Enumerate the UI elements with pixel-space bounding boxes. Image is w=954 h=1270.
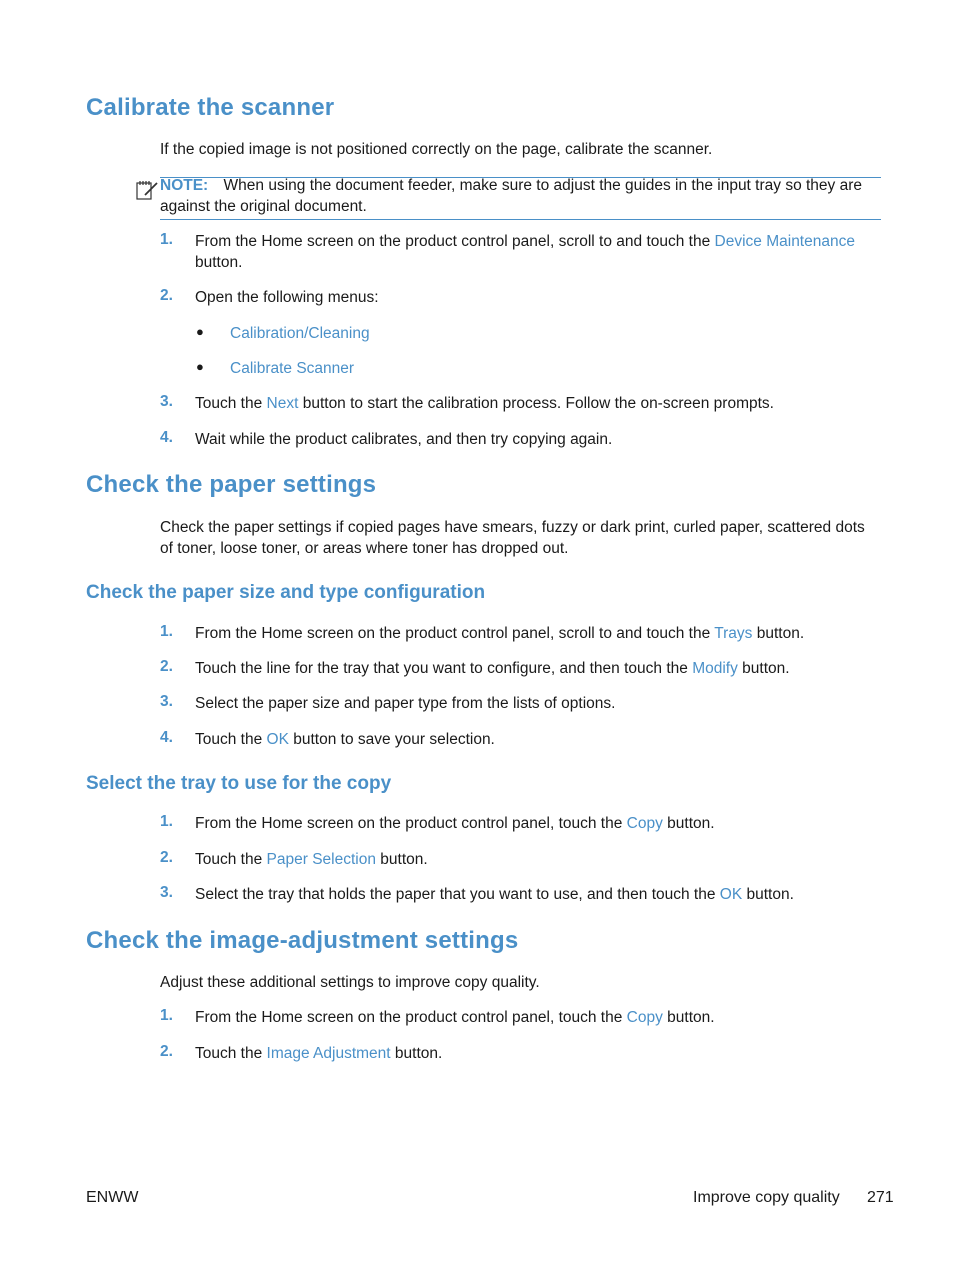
step-number: 3. xyxy=(160,884,173,901)
image-intro: Adjust these additional settings to improve copy quality. xyxy=(160,974,540,991)
paper-intro-1: Check the paper settings if copied pages have smears, fuzzy or dark print, curled paper, scattered dots xyxy=(160,519,865,536)
step-text: button. xyxy=(662,1009,715,1026)
section-title-calibrate: Calibrate the scanner xyxy=(86,94,335,121)
menu-calibrate-scanner: Calibrate Scanner xyxy=(230,360,355,377)
step-text: button. xyxy=(375,851,428,868)
bullet-icon: ● xyxy=(196,324,204,339)
step-text: Select the tray that holds the paper that you want to use, and then touch the xyxy=(195,886,720,903)
step-number: 1. xyxy=(160,1007,173,1024)
step-text: From the Home screen on the product control panel, scroll to and touch the xyxy=(195,625,715,642)
image-adjustment-button-ref: Image Adjustment xyxy=(266,1045,391,1062)
step-text: Touch the xyxy=(195,1045,267,1062)
paper-intro-2: of toner, loose toner, or areas where toner has dropped out. xyxy=(160,540,569,557)
step-text: button. xyxy=(662,815,715,832)
step-text: Touch the xyxy=(195,851,267,868)
ok-button-ref: OK xyxy=(266,731,289,748)
menu-calibration-cleaning: Calibration/Cleaning xyxy=(230,325,370,342)
calibrate-step-2: Open the following menus: xyxy=(195,289,379,306)
step-number: 3. xyxy=(160,693,173,710)
modify-button-ref: Modify xyxy=(692,660,738,677)
size-step-4 xyxy=(195,729,495,750)
step-text: button. xyxy=(737,660,790,677)
step-text: button. xyxy=(390,1045,443,1062)
section-title-image: Check the image-adjustment settings xyxy=(86,927,519,954)
step-number: 2. xyxy=(160,849,173,866)
tray-step-3 xyxy=(195,884,794,905)
step-number: 2. xyxy=(160,658,173,675)
page-number: 271 xyxy=(867,1189,894,1206)
tray-step-2 xyxy=(195,849,428,870)
copy-button-ref: Copy xyxy=(626,815,663,832)
step-text: button to start the calibration process. Follow the on-screen prompts. xyxy=(298,395,774,412)
size-step-2 xyxy=(195,658,790,679)
step-number: 2. xyxy=(160,1043,173,1060)
calibrate-intro: If the copied image is not positioned correctly on the page, calibrate the scanner. xyxy=(160,141,713,158)
step-number: 1. xyxy=(160,231,173,248)
step-number: 2. xyxy=(160,287,173,304)
size-step-3: Select the paper size and paper type from the lists of options. xyxy=(195,695,616,712)
paper-selection-button-ref: Paper Selection xyxy=(266,851,376,868)
step-text: button. xyxy=(742,886,794,903)
calibrate-step-3 xyxy=(195,393,774,414)
footer-left: ENWW xyxy=(86,1189,139,1206)
size-step-1 xyxy=(195,623,804,644)
step-text: From the Home screen on the product control panel, scroll to and touch the xyxy=(195,233,715,250)
tray-step-1 xyxy=(195,813,715,834)
note-line-1 xyxy=(160,175,862,196)
bullet-icon: ● xyxy=(196,359,204,374)
copy-button-ref: Copy xyxy=(626,1009,663,1026)
step-text: From the Home screen on the product control panel, touch the xyxy=(195,1009,627,1026)
step-number: 3. xyxy=(160,393,173,410)
trays-button-ref: Trays xyxy=(714,625,753,642)
image-step-2 xyxy=(195,1043,442,1064)
image-step-1 xyxy=(195,1007,715,1028)
step-number: 1. xyxy=(160,623,173,640)
device-maintenance-button-ref: Device Maintenance xyxy=(714,233,855,250)
step-text: Touch the xyxy=(195,731,267,748)
step-number: 4. xyxy=(160,729,173,746)
step-text: From the Home screen on the product control panel, touch the xyxy=(195,815,627,832)
calibrate-step-4: Wait while the product calibrates, and then try copying again. xyxy=(195,431,613,448)
step-text: button to save your selection. xyxy=(288,731,495,748)
note-label: NOTE: xyxy=(160,177,209,194)
subsection-title-tray: Select the tray to use for the copy xyxy=(86,773,392,794)
ok-button-ref: OK xyxy=(719,886,743,903)
step-text: button. xyxy=(752,625,805,642)
calibrate-step-1-line2: button. xyxy=(195,254,243,271)
step-text: Touch the line for the tray that you want to configure, and then touch the xyxy=(195,660,693,677)
next-button-ref: Next xyxy=(266,395,299,412)
section-title-paper: Check the paper settings xyxy=(86,471,377,498)
note-line-2: against the original document. xyxy=(160,198,367,215)
calibrate-step-1 xyxy=(195,231,855,252)
step-number: 1. xyxy=(160,813,173,830)
step-number: 4. xyxy=(160,429,173,446)
note-text-1: When using the document feeder, make sure to adjust the guides in the input tray so they are xyxy=(223,177,862,194)
step-text: Touch the xyxy=(195,395,267,412)
footer-section: Improve copy quality xyxy=(693,1189,840,1206)
note-icon xyxy=(135,178,159,202)
subsection-title-size-type: Check the paper size and type configuration xyxy=(86,582,486,603)
